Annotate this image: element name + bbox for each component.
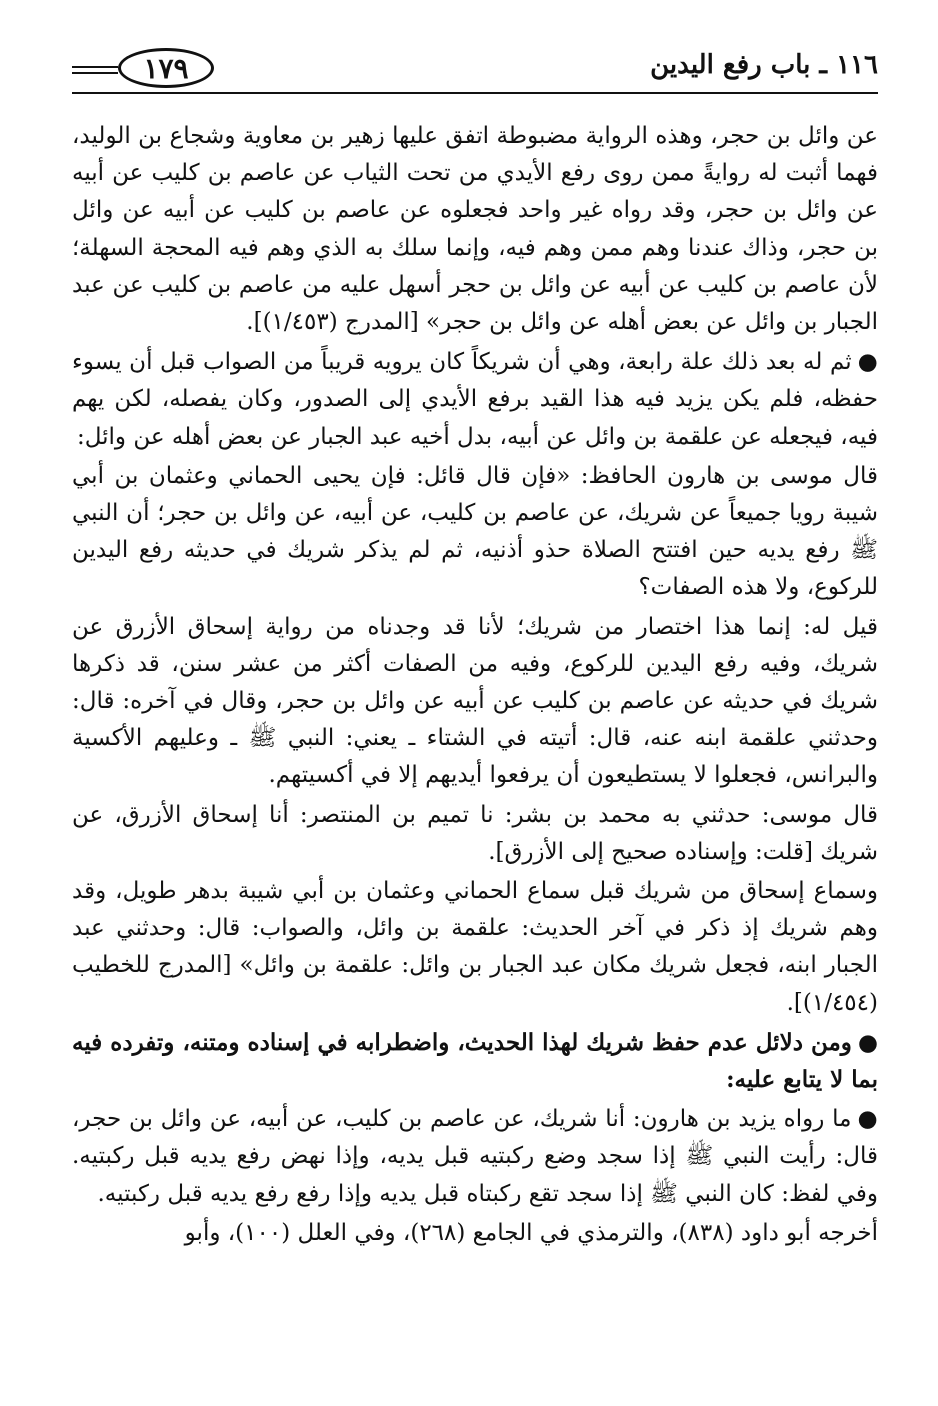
paragraph-text: عن وائل بن حجر، وهذه الرواية مضبوطة اتفق عليها زهير بن معاوية وشجاع بن الوليد، فهما أثبت له روايةً ممن روى رفع الأيدي من تحت الثياب عن عاصم بن كليب عن أبيه عن وائل بن حجر، وقد رواه غير واحد فجعلوه عن عاصم بن كليب عن أبيه عن وائل بن حجر، وذاك عندنا وهم ممن وهم فيه، وإنما سلك به الذي وهم فيه المحجة السهلة؛ لأن عاصم بن كليب عن أبيه عن وائل بن حجر أسهل عليه من عاصم بن كليب عن عبد الجبار بن وائل عن بعض أهله عن وائل بن حجر» [المدرج (١/٤٥٣)]. xyxy=(72,123,878,336)
paragraph-text: قيل له: إنما هذا اختصار من شريك؛ لأنا قد وجدناه من رواية إسحاق الأزرق عن شريك، وفيه رفع اليدين للركوع، وفيه من الصفات أكثر من عشر سنن، قد ذكرها شريك في حديثه عن عاصم بن كليب عن أبيه عن وائل بن حجر، وقال في آخره: قال: وحدثني علقمة ابنه عنه، قال: أتيته في الشتاء ـ يعني: النبي ﷺ ـ وعليهم الأكسية والبرانس، فجعلوا لا يستطيعون أن يرفعوا أيديهم إلا في أكسيتهم. xyxy=(72,613,878,789)
paragraph-text: وسماع إسحاق من شريك قبل سماع الحماني وعثمان بن أبي شيبة بدهر طويل، وقد وهم شريك إذ ذكر في آخر الحديث: علقمة بن وائل، والصواب: قال: وحدثني عبد الجبار ابنه، فجعل شريك مكان عبد الجبار بن وائل: علقمة بن وائل» [المدرج للخطيب (١/٤٥٤)]. xyxy=(72,878,878,1016)
paragraph xyxy=(72,1100,878,1213)
paragraph xyxy=(72,1215,878,1252)
page-number: ١٧٩ xyxy=(118,48,214,88)
header-rule xyxy=(72,92,878,94)
paragraph xyxy=(72,797,878,871)
chapter-title: ١١٦ ـ باب رفع اليدين xyxy=(650,50,878,80)
page-header xyxy=(72,40,878,96)
ornament-lines xyxy=(72,66,118,74)
paragraph-text: قال موسى: حدثني به محمد بن بشر: نا تميم بن المنتصر: أنا إسحاق الأزرق، عن شريك [قلت: وإسناده صحيح إلى الأزرق]. xyxy=(72,801,878,865)
paragraph xyxy=(72,873,878,1022)
paragraph xyxy=(72,609,878,795)
paragraph-text: ثم له بعد ذلك علة رابعة، وهي أن شريكاً كان يرويه قريباً من الصواب قبل أن يسوء حفظه، فلم يكن يزيد فيه هذا القيد برفع الأيدي إلى الصدور، وكان يفصله، لكن يهم فيه، فيجعله عن علقمة بن وائل عن أبيه، بدل أخيه عبد الجبار عن بعض أهله عن وائل: xyxy=(72,349,878,450)
paragraph-text: ومن دلائل عدم حفظ شريك لهذا الحديث، واضطرابه في إسناده ومتنه، وتفرده فيه بما لا يتابع عليه: xyxy=(72,1028,878,1094)
paragraph xyxy=(72,458,878,607)
paragraph xyxy=(72,343,878,456)
paragraph-text: ما رواه يزيد بن هارون: أنا شريك، عن عاصم بن كليب، عن أبيه، عن وائل بن حجر، قال: رأيت النبي ﷺ إذا سجد وضع ركبتيه قبل يديه، وإذا نهض رفع يديه قبل ركبتيه. وفي لفظ: كان النبي ﷺ إذا سجد تقع ركبتاه قبل يديه وإذا رفع رفع يديه قبل ركبتيه. xyxy=(72,1106,878,1207)
bullet-icon: ● xyxy=(857,1105,878,1133)
paragraph xyxy=(72,1024,878,1098)
page-body xyxy=(72,118,878,1254)
paragraph-text: أخرجه أبو داود (٨٣٨)، والترمذي في الجامع (٢٦٨)، وفي العلل (١٠٠)، وأبو xyxy=(184,1219,878,1246)
bullet-icon: ● xyxy=(857,348,878,376)
paragraph-text: قال موسى بن هارون الحافظ: «فإن قال قائل: فإن يحيى الحماني وعثمان بن أبي شيبة رويا جميعاً عن شريك، عن عاصم بن كليب، عن أبيه، عن وائل بن حجر؛ أن النبي ﷺ رفع يديه حين افتتح الصلاة حذو أذنيه، ثم لم يذكر شريك في حديثه رفع اليدين للركوع، ولا هذه الصفات؟ xyxy=(72,462,878,601)
bullet-icon: ● xyxy=(857,1028,878,1056)
paragraph xyxy=(72,118,878,341)
